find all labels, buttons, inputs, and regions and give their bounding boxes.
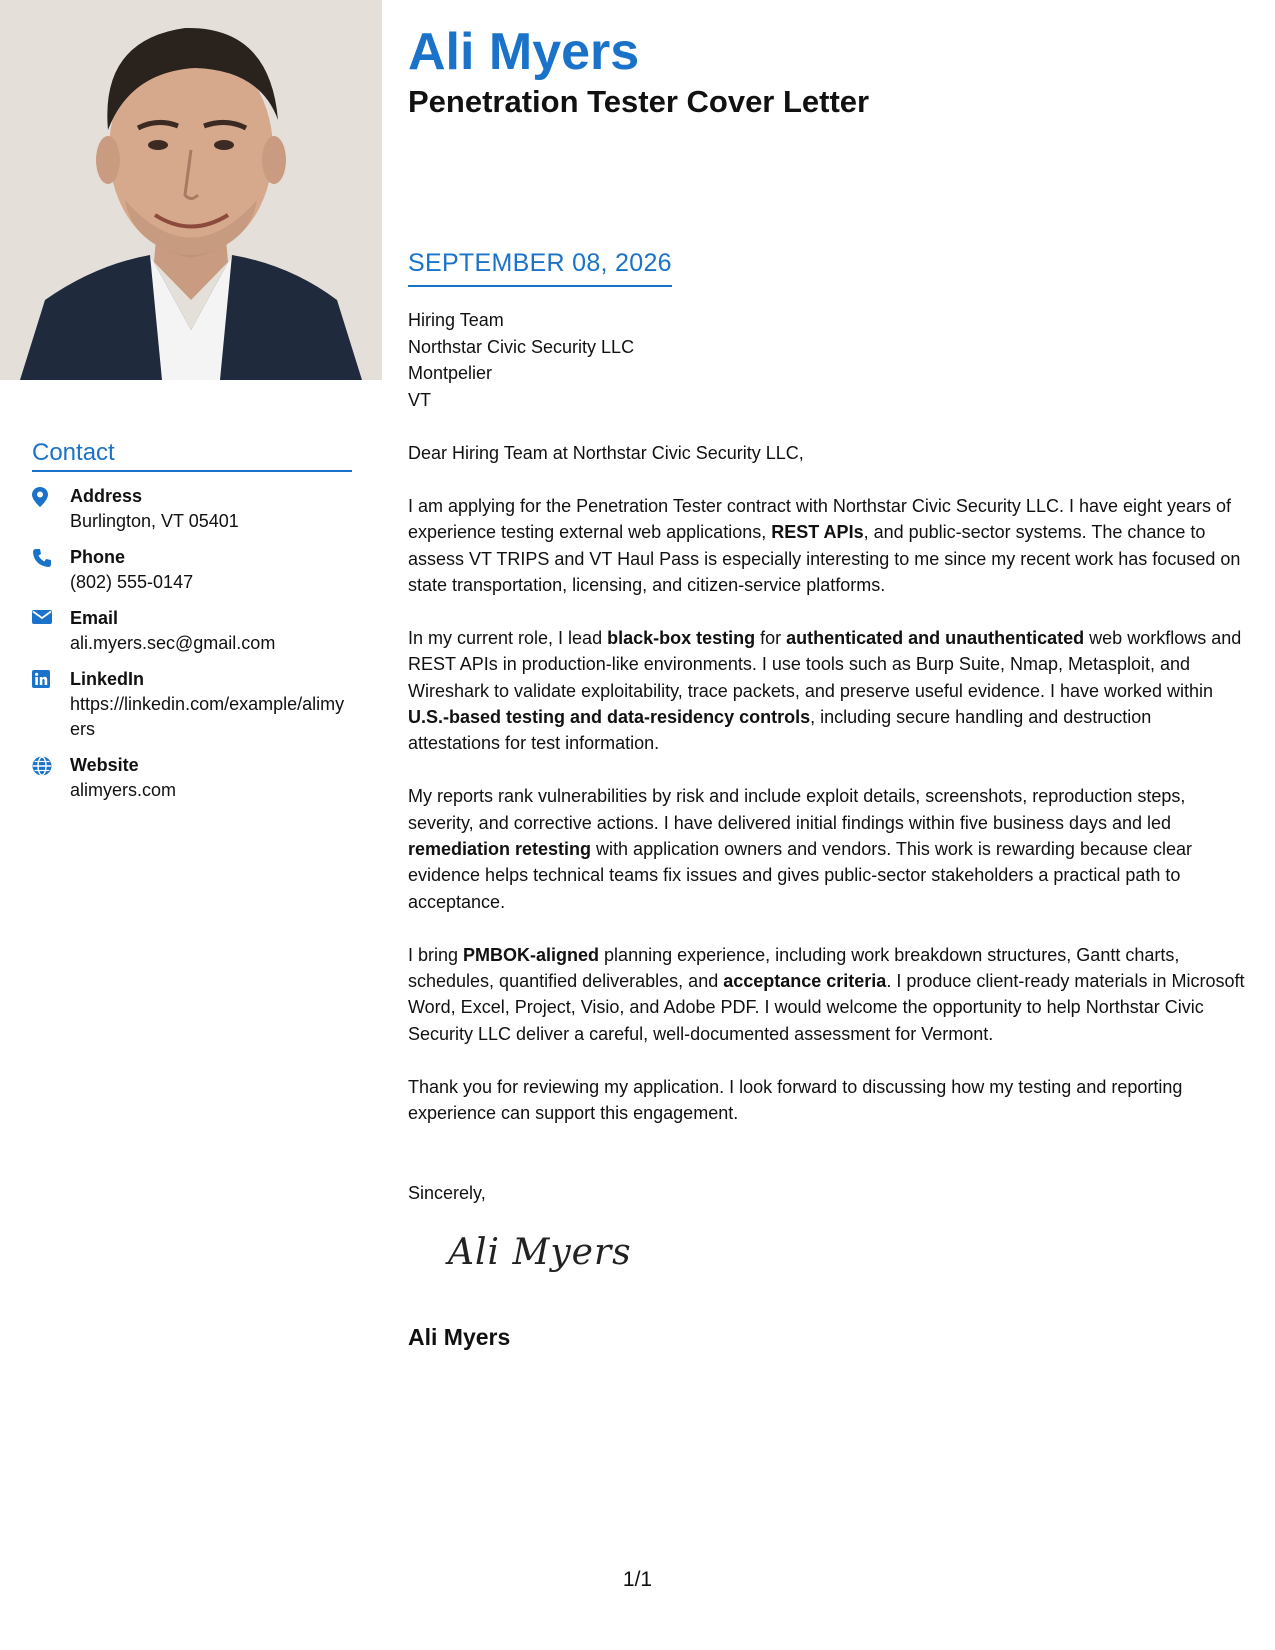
contact-label: Address <box>70 486 143 506</box>
location-pin-icon <box>32 484 70 534</box>
greeting: Dear Hiring Team at Northstar Civic Security LLC, <box>408 443 804 463</box>
profile-photo <box>0 0 382 380</box>
signer-name: Ali Myers <box>408 1324 511 1350</box>
contact-value[interactable]: https://linkedin.com/example/alimyers <box>70 694 345 739</box>
email-icon <box>32 606 70 656</box>
contact-label: Website <box>70 755 139 775</box>
contact-address <box>32 484 352 534</box>
contact-linkedin <box>32 667 352 742</box>
contact-email <box>32 606 352 656</box>
recipient-line: Northstar Civic Security LLC <box>408 336 635 357</box>
contact-value: (802) 555-0147 <box>70 572 194 592</box>
paragraph-2: In my current role, I lead black-box testing for authenticated and unauthenticated web workflows and REST APIs in production-like environments. I use tools such as Burp Suite, Nmap, Metasploit, and Wireshark to validate exploitability, trace packets, and preserve useful evidence. I have worked within U.S.-based testing and data-residency controls, including secure handling and destruction attestations for test information. <box>408 627 1242 754</box>
closing: Sincerely, <box>408 1183 486 1203</box>
contact-website <box>32 753 352 803</box>
letter-body <box>408 440 1248 1153</box>
document-subtitle: Penetration Tester Cover Letter <box>408 84 870 119</box>
recipient-line: Hiring Team <box>408 310 504 330</box>
contact-label: Email <box>70 608 119 628</box>
recipient-line: Montpelier <box>408 363 493 383</box>
contact-title: Contact <box>32 438 352 472</box>
contact-value[interactable]: ali.myers.sec@gmail.com <box>70 633 276 653</box>
page-number: 1/1 <box>622 1568 653 1591</box>
applicant-name: Ali Myers <box>408 23 640 81</box>
paragraph-4: I bring PMBOK-aligned planning experience, including work breakdown structures, Gantt charts, schedules, quantified deliverables, and acceptance criteria. I produce client-ready materials in Microsoft Word, Excel, Project, Visio, and Adobe PDF. I would welcome the opportunity to help Northstar Civic Security LLC deliver a careful, well-documented assessment for Vermont. <box>408 944 1245 1044</box>
linkedin-icon <box>32 667 70 742</box>
globe-icon <box>32 753 70 803</box>
contact-label: Phone <box>70 547 126 567</box>
paragraph-5: Thank you for reviewing my application. I look forward to discussing how my testing and reporting experience can support this engagement. <box>408 1076 1183 1124</box>
contact-label: LinkedIn <box>70 669 145 689</box>
contact-value: Burlington, VT 05401 <box>70 511 239 531</box>
phone-icon <box>32 545 70 595</box>
recipient-block <box>408 307 634 413</box>
paragraph-3: My reports rank vulnerabilities by risk and include exploit details, screenshots, reproduction steps, severity, and corrective actions. I have delivered initial findings within five business days and led remediation retesting with application owners and vendors. This work is rewarding because clear evidence helps technical teams fix issues and gives public-sector stakeholders a practical path to acceptance. <box>408 786 1193 912</box>
handwritten-signature: Ali Myers <box>448 1232 632 1273</box>
contact-value[interactable]: alimyers.com <box>70 780 177 800</box>
paragraph-1: I am applying for the Penetration Tester contract with Northstar Civic Security LLC. I have eight years of experience testing external web applications, REST APIs, and public-sector systems. The chance to assess VT TRIPS and VT Haul Pass is especially interesting to me since my recent work has focused on state transportation, licensing, and citizen-service platforms. <box>408 495 1241 596</box>
letter-date: SEPTEMBER 08, 2026 <box>408 248 672 287</box>
recipient-line: VT <box>408 389 432 410</box>
contact-section <box>32 438 352 814</box>
contact-phone <box>32 545 352 595</box>
